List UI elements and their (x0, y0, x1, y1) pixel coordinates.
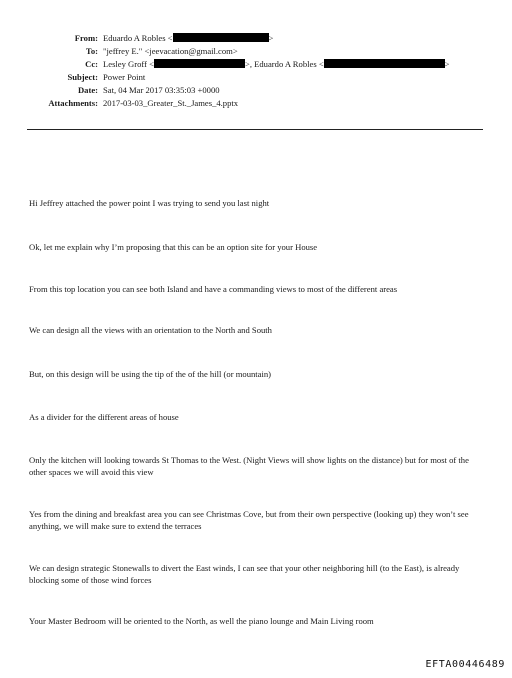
cc-mid: >, Eduardo A Robles < (244, 59, 324, 69)
body-paragraph: Your Master Bedroom will be oriented to the North, as well the piano lounge and Main Living room (29, 616, 374, 626)
body-paragraph: We can design all the views with an orientation to the North and South (29, 325, 272, 335)
attachments-value[interactable]: 2017-03-03_Greater_St._James_4.pptx (103, 98, 239, 108)
attachments-label: Attachments: (48, 98, 98, 108)
body-paragraph: We can design strategic Stonewalls to divert the East winds, I can see that your other neighboring hill (to the East), is already blocking some of those wind forces (29, 563, 460, 585)
cc-label: Cc: (85, 59, 98, 69)
from-label: From: (74, 33, 98, 43)
subject-value: Power Point (103, 72, 146, 82)
body-paragraph: As a divider for the different areas of house (29, 412, 179, 422)
date-label: Date: (77, 85, 98, 95)
body-paragraph: Yes from the dining and breakfast area you can see Christmas Cove, but from their own perspective (looking up) they won’t see anything, we will make sure to extend the terraces (29, 509, 469, 531)
cc-tail: > (444, 59, 450, 69)
to-label: To: (85, 46, 98, 56)
body-paragraph: Hi Jeffrey attached the power point I was trying to send you last night (29, 198, 270, 208)
redaction-bar (324, 59, 445, 68)
body-paragraph: From this top location you can see both Island and have a commanding views to most of the different areas (29, 284, 398, 294)
date-value: Sat, 04 Mar 2017 03:35:03 +0000 (103, 85, 220, 95)
body-paragraph: But, on this design will be using the tip of the of the hill (or mountain) (29, 369, 272, 379)
document-id: EFTA00446489 (425, 659, 505, 670)
from-tail: > (268, 33, 274, 43)
to-value: "jeffrey E." <jeevacation@gmail.com> (103, 46, 238, 56)
body-paragraph: Only the kitchen will looking towards St Thomas to the West. (Night Views will show lights on the distance) but for most of the other spaces we will avoid this view (29, 455, 469, 477)
header-divider (27, 129, 483, 130)
cc-value (103, 58, 450, 71)
redaction-bar (154, 59, 245, 68)
cc-name-1: Lesley Groff < (103, 59, 154, 69)
from-value (103, 32, 273, 45)
from-name: Eduardo A Robles < (103, 33, 173, 43)
body-paragraph: Ok, let me explain why I’m proposing that this can be an option site for your House (29, 242, 318, 252)
subject-label: Subject: (67, 72, 98, 82)
redaction-bar (173, 33, 269, 42)
